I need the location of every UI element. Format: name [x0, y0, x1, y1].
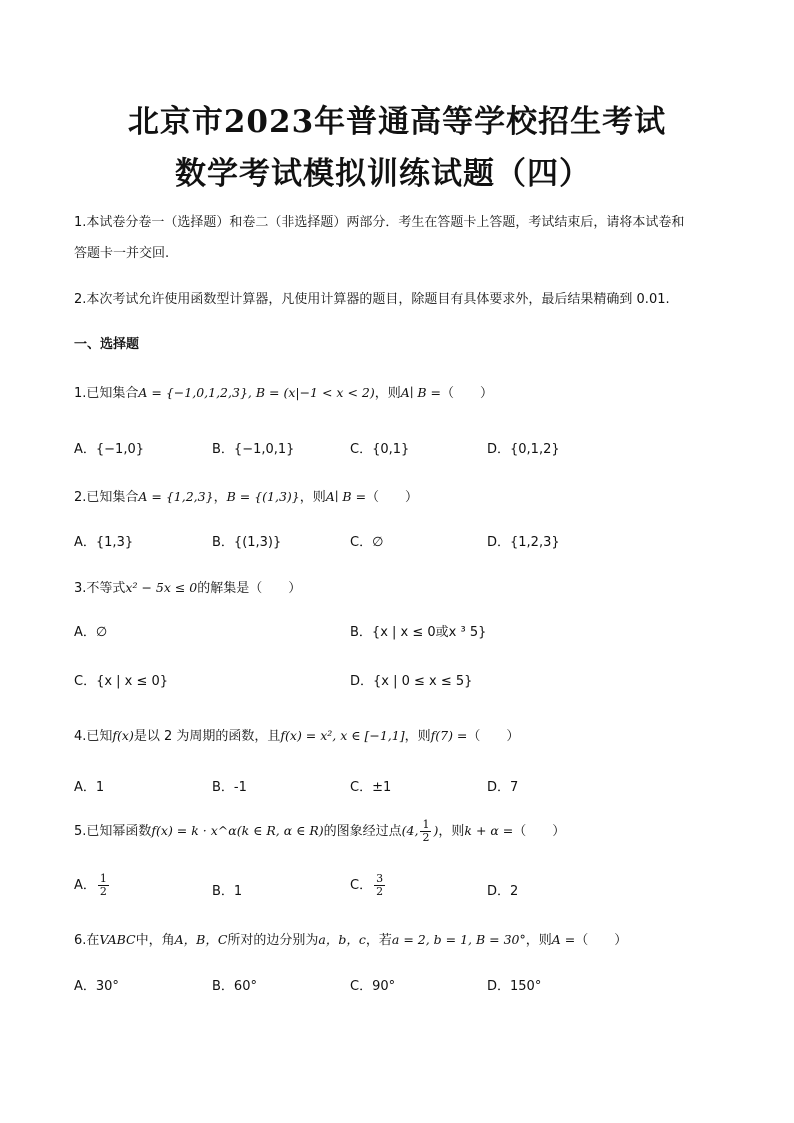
q2-prefix: 2.已知集合	[74, 490, 139, 505]
q5-option-a-num: 1	[99, 872, 107, 885]
q5-point-post: )	[433, 823, 439, 838]
q3-option-b-pre: B．{x | x ≤ 0	[350, 625, 436, 640]
question-1	[74, 382, 493, 401]
q2-option-d: D．{1,2,3}	[487, 535, 560, 550]
q5-option-c-label: C．	[350, 878, 373, 893]
q3-option-d: D．{x | 0 ≤ x ≤ 5}	[350, 674, 473, 689]
q6-math: VABC	[99, 932, 136, 947]
q5-prefix: 5.已知幂函数	[74, 824, 152, 839]
q6-mid: 中，角	[135, 933, 175, 948]
q3-option-b-mid: 或	[435, 625, 449, 640]
q2-option-b: B．{(1,3)}	[212, 535, 282, 550]
question-5	[74, 819, 565, 844]
instruction-line-2: 答题卡一并交回.	[74, 246, 170, 261]
q5-point-pre: (4,	[401, 823, 419, 838]
q6-mid4: ，则	[525, 933, 552, 948]
q6-prefix: 6.在	[74, 933, 100, 948]
q3-option-c: C．{x | x ≤ 0}	[74, 674, 169, 689]
q4-option-a: A．1	[74, 780, 105, 795]
q6-math3: a，b，c	[318, 932, 366, 947]
q5-frac-num: 1	[422, 818, 430, 831]
q5-option-c-num: 3	[376, 872, 384, 885]
q4-math: f(x)	[112, 728, 134, 743]
q6-option-c: C．90°	[350, 979, 396, 994]
q6-suffix: （ ）	[575, 933, 628, 948]
q5-option-a-fraction	[98, 873, 109, 898]
q6-option-b: B．60°	[212, 979, 257, 994]
q5-mid: 的图象经过点	[323, 824, 402, 839]
q6-math5: A =	[551, 932, 576, 947]
q1-prefix: 1.已知集合	[74, 386, 139, 401]
exam-title-line1: 北京市2023年普通高等学校招生考试	[127, 104, 667, 140]
q2-math2: B = {(1,3)}	[226, 489, 300, 504]
exam-title-line2: 数学考试模拟训练试题（四）	[175, 156, 591, 192]
question-3	[74, 577, 301, 596]
question-6	[74, 929, 627, 948]
section-heading: 一、选择题	[74, 337, 140, 352]
question-2	[74, 486, 418, 505]
q5-option-a-den: 2	[99, 885, 107, 898]
q3-math: x² − 5x ≤ 0	[125, 580, 198, 595]
q3-option-b	[350, 621, 486, 640]
q4-option-b: B．-1	[212, 780, 247, 795]
q3-option-b-post: x ³ 5}	[448, 625, 487, 640]
q6-mid2: 所对的边分别为	[227, 933, 319, 948]
q5-option-c-den: 2	[376, 885, 384, 898]
q1-option-c: C．{0,1}	[350, 442, 410, 457]
q1-option-b: B．{−1,0,1}	[212, 442, 295, 457]
q4-mid2: ，则	[404, 729, 431, 744]
q4-suffix: （ ）	[467, 729, 520, 744]
q2-suffix: （ ）	[366, 490, 419, 505]
q5-mid2: ，则	[438, 824, 465, 839]
q6-option-a: A．30°	[74, 979, 119, 994]
q3-suffix: 的解集是（ ）	[197, 581, 302, 596]
q5-option-c	[350, 873, 387, 898]
q4-math2: f(x) = x², x ∈ [−1,1]	[280, 728, 405, 743]
question-4	[74, 725, 519, 744]
q3-option-a: A．∅	[74, 625, 108, 640]
q5-math: f(x) = k · x^α(k ∈ R, α ∈ R)	[151, 823, 324, 838]
q6-option-d: D．150°	[487, 979, 542, 994]
q4-option-c: C．±1	[350, 780, 392, 795]
q5-option-a-label: A．	[74, 878, 96, 893]
q1-suffix: （ ）	[441, 386, 494, 401]
q5-frac-den: 2	[422, 831, 430, 844]
q6-mid3: ，若	[365, 933, 392, 948]
q2-mid: ，	[213, 490, 227, 505]
instruction-line-1: 1.本试卷分卷一（选择题）和卷二（非选择题）两部分．考生在答题卡上答题，考试结束后，请将本试卷和	[74, 215, 685, 230]
q2-option-a: A．{1,3}	[74, 535, 134, 550]
q1-math: A = {−1,0,1,2,3}, B = (x|−1 < x < 2)	[138, 385, 375, 400]
q1-math2: A∣ B =	[400, 385, 442, 400]
q1-mid: ，则	[374, 386, 401, 401]
q3-prefix: 3.不等式	[74, 581, 126, 596]
q2-mid2: ，则	[299, 490, 326, 505]
q5-option-d: D．2	[487, 884, 519, 899]
q2-option-c: C．∅	[350, 535, 384, 550]
q5-option-c-fraction	[374, 873, 385, 898]
q6-math2: A，B，C	[174, 932, 228, 947]
q1-option-d: D．{0,1,2}	[487, 442, 560, 457]
q5-math2: k + α =	[464, 823, 514, 838]
q2-math3: A∣ B =	[325, 489, 367, 504]
instruction-line-3: 2.本次考试允许使用函数型计算器，凡使用计算器的题目，除题目有具体要求外，最后结果精确到 0.01.	[74, 292, 670, 307]
q5-point-fraction	[420, 819, 431, 844]
q2-math: A = {1,2,3}	[138, 489, 214, 504]
q4-prefix: 4.已知	[74, 729, 113, 744]
q6-math4: a = 2, b = 1, B = 30°	[391, 932, 526, 947]
q5-option-b: B．1	[212, 884, 243, 899]
q4-option-d: D．7	[487, 780, 519, 795]
q5-option-a	[74, 873, 111, 898]
q4-mid: 是以 2 为周期的函数，且	[133, 729, 281, 744]
q5-suffix: （ ）	[513, 824, 566, 839]
q1-option-a: A．{−1,0}	[74, 442, 145, 457]
q4-math3: f(7) =	[430, 728, 468, 743]
